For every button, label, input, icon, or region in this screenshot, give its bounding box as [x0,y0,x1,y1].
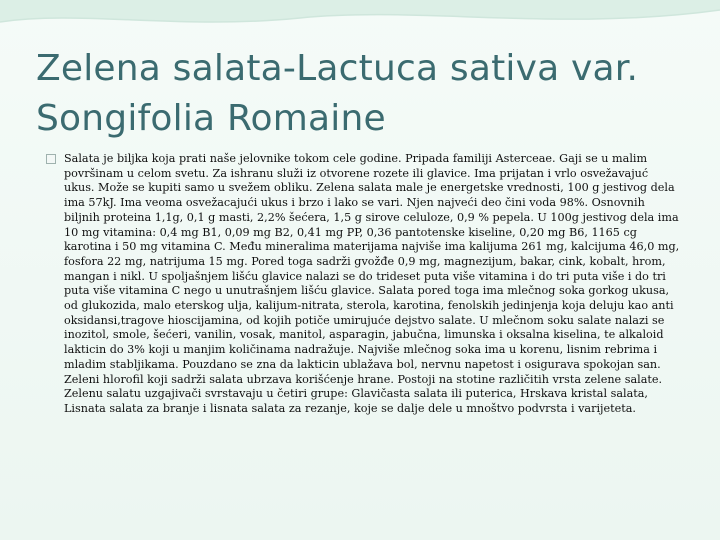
header-wave-decoration [0,0,720,40]
square-bullet-icon [46,154,56,164]
bullet-text: Salata je biljka koja prati naše jelovnike tokom cele godine. Pripada familiji Asterceae. Gaji se u malim površinam u celom svetu. Za ishranu služi iz otvorene rozete ili glavice. Ima prijatan i vrlo osvežavajuć ukus. Može se kupiti samo u svežem obliku. Zelena salata male je energetske vrednosti, 100 g jestivog dela ima 57kJ. Ima veoma osvežacajući ukus i brzo i lako se vari. Njen najveći deo čini voda 98%. Osnovnih biljnih proteina 1,1g, 0,1 g masti, 2,2% šećera, 1,5 g sirove celuloze, 0,9 % pepela. U 100g jestivog dela ima 10 mg vitamina: 0,4 mg B1, 0,09 mg B2, 0,41 mg PP, 0,36 pantotenske kiseline, 0,20 mg B6, 1165 cg karotina i 50 mg vitamina C. Među mineralima materijama najviše ima kalijuma 261 mg, kalcijuma 46,0 mg, fosfora 22 mg, natrijuma 15 mg. Pored toga sadrži gvožđe 0,9 mg, magnezijum, bakar, cink, kobalt, hrom, mangan i nikl. U spoljašnjem lišću glavice nalazi se do trideset puta više vitamina i do tri puta više i do tri puta više vitamina C nego u unutrašnjem lišću glavice. Salata pored toga ima mlečnog soka gorkog ukusa, od glukozida, malo eterskog ulja, kalijum-nitrata, sterola, karotina, fenolskih jedinjenja koja deluju kao anti oksidansi,tragove hioscijamina, od kojih potiče umirujuće dejstvo salate. U mlečnom soku salate nalazi se inozitol, smole, šećeri, vanilin, vosak, manitol, asparagin, jabučna, limunska i oksalna kiselina, te alkaloid lakticin do 3% koji u manjim količinama nadražuje. Najviše mlečnog soka ima u korenu, lisnim rebrima i mladim stabljikama. Pouzdano se zna da lakticin ublažava bol, nervnu napetost i osigurava spokojan san. Zeleni hlorofil koji sadrži salata ubrzava korišćenje hrane. Postoji na stotine različitih vrsta zelene salate. Zelenu salatu uzgajivači svrstavaju u četiri grupe: Glavičasta salata ili puterica, Hrskava kristal salata, Lisnata salata za branje i lisnata salata za rezanje, koje se dalje dele u mnoštvo podvrsta i varijeteta. [64,152,680,415]
slide-title: Zelena salata-Lactuca sativa var. Songifolia Romaine [36,48,639,139]
content-bullet [46,152,682,417]
